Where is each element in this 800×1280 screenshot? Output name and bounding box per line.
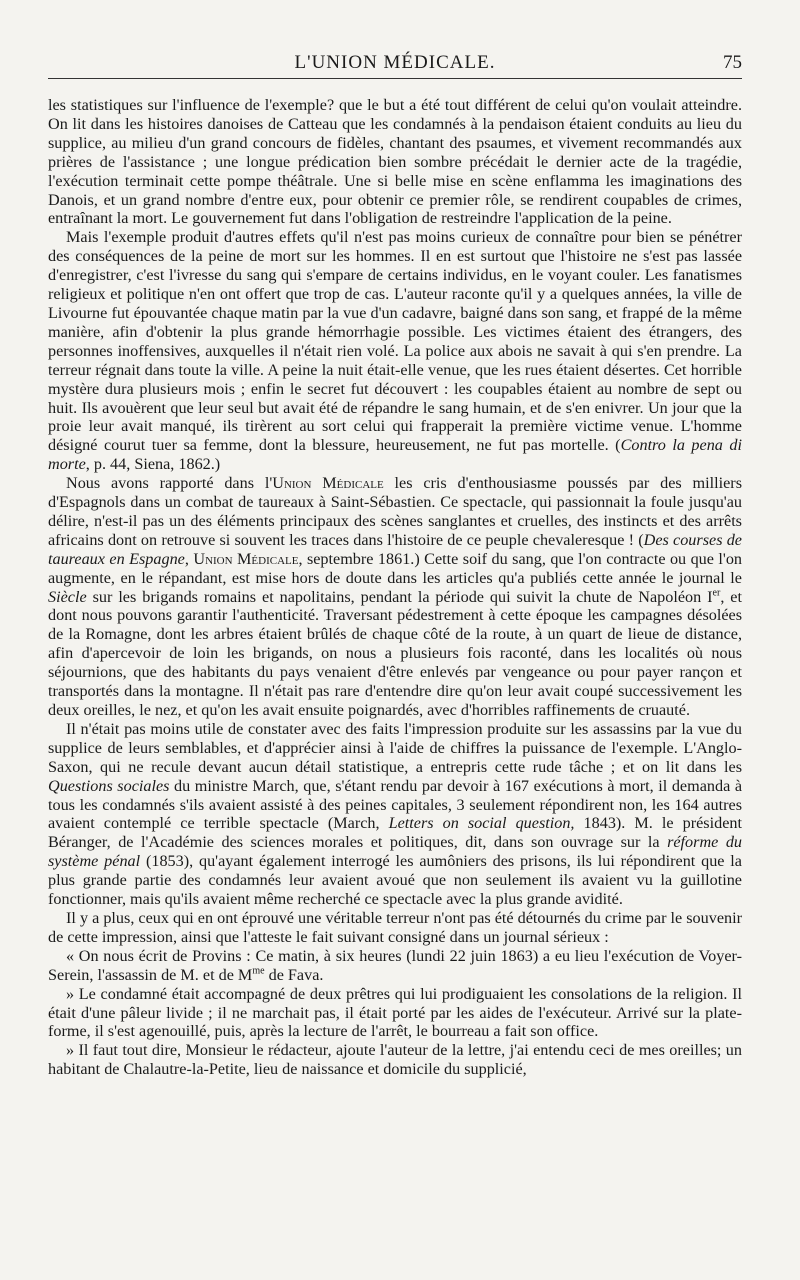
page-header — [48, 50, 742, 79]
text-run: » Le condamné était accompagné de deux prêtres qui lui prodiguaient les consolations de la religion. Il était d'une pâleur livide ; il ne marchait pas, il était porté par les aides de l'exécuteur. Arrivé sur la plate-forme, il s'est agenouillé, puis, après la lecture de l'arrêt, le bourreau a fait son office. — [48, 984, 742, 1041]
body-text — [48, 96, 742, 1079]
paragraph — [48, 947, 742, 985]
small-caps-text: Union Médicale — [272, 474, 384, 493]
text-run: , — [184, 549, 194, 568]
text-run: , p. 44, Siena, 1862.) — [85, 455, 221, 474]
text-run: Il y a plus, ceux qui en ont éprouvé une véritable terreur n'ont pas été détournés du crime par le souvenir de cette impression, ainsi que l'atteste le fait suivant consigné dans un journal sérieux : — [48, 908, 742, 946]
text-run: sur les brigands romains et napolitains, pendant la période qui suivit la chute de Napoléon I — [86, 587, 713, 606]
text-run: Nous avons rapporté dans l' — [66, 474, 273, 493]
paragraph — [48, 1041, 742, 1079]
text-run: les statistiques sur l'influence de l'exemple? que le but a été tout différent de celui qu'on voulait atteindre. On lit dans les histoires danoises de Catteau que les condamnés à la pendaison étaient conduits au lieu du supplice, au milieu d'un grand concours de fidèles, chantant des psaumes, et vivement recommandés aux prières de l'assistance ; une longue prédication bien sombre précédait le dernier acte de la tragédie, l'exécution terminait cette pompe théâtrale. Une si belle mise en scène enflamma les imaginations des Danois, et un grand nombre d'entre eux, pour obtenir ce premier rôle, se rendirent coupables de crimes, entraînant la mort. Le gouvernement fut dans l'obligation de restreindre l'application de la peine. — [48, 96, 742, 228]
italic-text: Siècle — [48, 587, 87, 606]
text-run: « On nous écrit de Provins : Ce matin, à six heures (lundi 22 juin 1863) a eu lieu l'exécution de Voyer-Serein, l'assassin de M. et de M — [48, 946, 742, 984]
text-run: , et dont nous pouvons garantir l'authenticité. Traversant pédestrement à cette époque les campagnes désolées de la Romagne, dont les arbres étaient brûlés de chaque côté de la route, à un quart de lieue de distance, afin d'apercevoir de loin les brigands, on nous a plusieurs fois raconté, dans les localités où nous séjournions, que des habitants du pays venaient d'être enlevés par vengeance ou pour payer rançon et transportés dans la montagne. Il n'était pas rare d'entendre dire qu'on leur avait coupé successivement les deux oreilles, le nez, et qu'on les avait ensuite poignardés, avec d'horribles raffinements de cruauté. — [48, 587, 742, 719]
text-run: » Il faut tout dire, Monsieur le rédacteur, ajoute l'auteur de la lettre, j'ai entendu ceci de mes oreilles; un habitant de Chalautre-la-Petite, lieu de naissance et domicile du supplicié, — [48, 1041, 742, 1079]
text-run: 1843). M. le président Béranger, de l'Académie des sciences morales et politiques, dit, dans son ouvrage sur la — [48, 814, 742, 852]
text-run: , septembre 1861.) Cette soif du sang, que l'on contracte ou que l'on augmente, en le répandant, est mise hors de doute dans les articles qu'a publiés cette année le journal le — [48, 549, 743, 587]
italic-text: Questions sociales — [48, 776, 170, 795]
paragraph — [48, 909, 742, 947]
text-run: Mais l'exemple produit d'autres effets qu'il n'est pas moins curieux de connaître pour bien se pénétrer des conséquences de la peine de mort sur les hommes. Il en est surtout que l'histoire ne s'est pas lassée d'enregistrer, c'est l'ivresse du sang qui s'empare de certains individus, en le voyant couler. Les fanatismes religieux et politique n'en ont offert que trop de cas. L'auteur raconte qu'il y a quelques années, la ville de Livourne fut épouvantée chaque matin par la vue d'un cadavre, baigné dans son sang, et frappé de la même manière, afin d'obtenir la plus grande hémorrhagie possible. Les victimes étaient des étrangers, des personnes inoffensives, auxquelles il n'était rien volé. La police aux abois ne savait à qui s'en prendre. La terreur régnait dans toute la ville. A peine la nuit était-elle venue, que les rues étaient désertes. Cet horrible mystère dura plusieurs mois ; enfin le secret fut découvert : les coupables étaient au nombre de sept ou huit. Ils avouèrent que leur seul but avait été de répandre le sang humain, et de s'en enivrer. Un jour que la proie leur avait manqué, ils tirèrent au sort celui qui frapperait la première victime venue. L'homme désigné courut tuer sa femme, dont la blessure, heureusement, ne fut pas mortelle. ( — [48, 228, 742, 455]
small-caps-text: Union Médicale — [193, 549, 299, 568]
running-title: L'UNION MÉDICALE. — [294, 52, 496, 73]
text-run: (1853), qu'ayant également interrogé les aumôniers des prisons, ils lui répondirent que la plus grande partie des condamnés leur avaient avoué que non seulement ils avaient vu la guillotine fonctionner, mais qu'ils avaient même recherché ce spectacle avec la plus grande avidité. — [48, 852, 742, 909]
italic-text: réforme du système pénal — [48, 833, 743, 871]
superscript-text: me — [252, 965, 265, 977]
text-run: de Fava. — [264, 965, 324, 984]
superscript-text: er — [712, 587, 721, 599]
text-run: les cris d'enthousiasme poussés par des milliers d'Espagnols dans un combat de taureaux à Saint-Sébastien. Ce spectacle, qui passionnait la foule jusqu'au délire, n'est-il pas un des éléments principaux des scènes sanglantes et cruelles, des instincts et des arrêts africains dont on retrouve si souvent les traces dans l'histoire de ce peuple chevaleresque ! ( — [48, 474, 743, 549]
paragraph — [48, 228, 742, 474]
italic-text: Contro la pena di morte — [48, 436, 742, 474]
paragraph — [48, 720, 742, 909]
paragraph — [48, 474, 742, 720]
page-number: 75 — [723, 52, 742, 73]
paragraph — [48, 96, 742, 228]
text-run: Il n'était pas moins utile de constater avec des faits l'impression produite sur les assassins par la vue du supplice de leurs semblables, et d'apprécier ainsi à l'aide de chiffres la puissance de l'exemple. L'Anglo-Saxon, qui ne recule devant aucun détail statistique, a entrepris cette rude tâche ; et on lit dans les — [48, 719, 742, 776]
paragraph — [48, 985, 742, 1042]
text-run: du ministre March, que, s'étant rendu par devoir à 167 exécutions à mort, il demanda à tous les condamnés s'ils avaient assisté à des peines capitales, 3 seulement répondirent non, les 164 autres avaient contemplé ce terrible spectacle (March, — [48, 776, 743, 833]
italic-text: Des courses de taureaux en Espagne — [48, 530, 742, 568]
italic-text: Letters on social question, — [388, 814, 575, 833]
